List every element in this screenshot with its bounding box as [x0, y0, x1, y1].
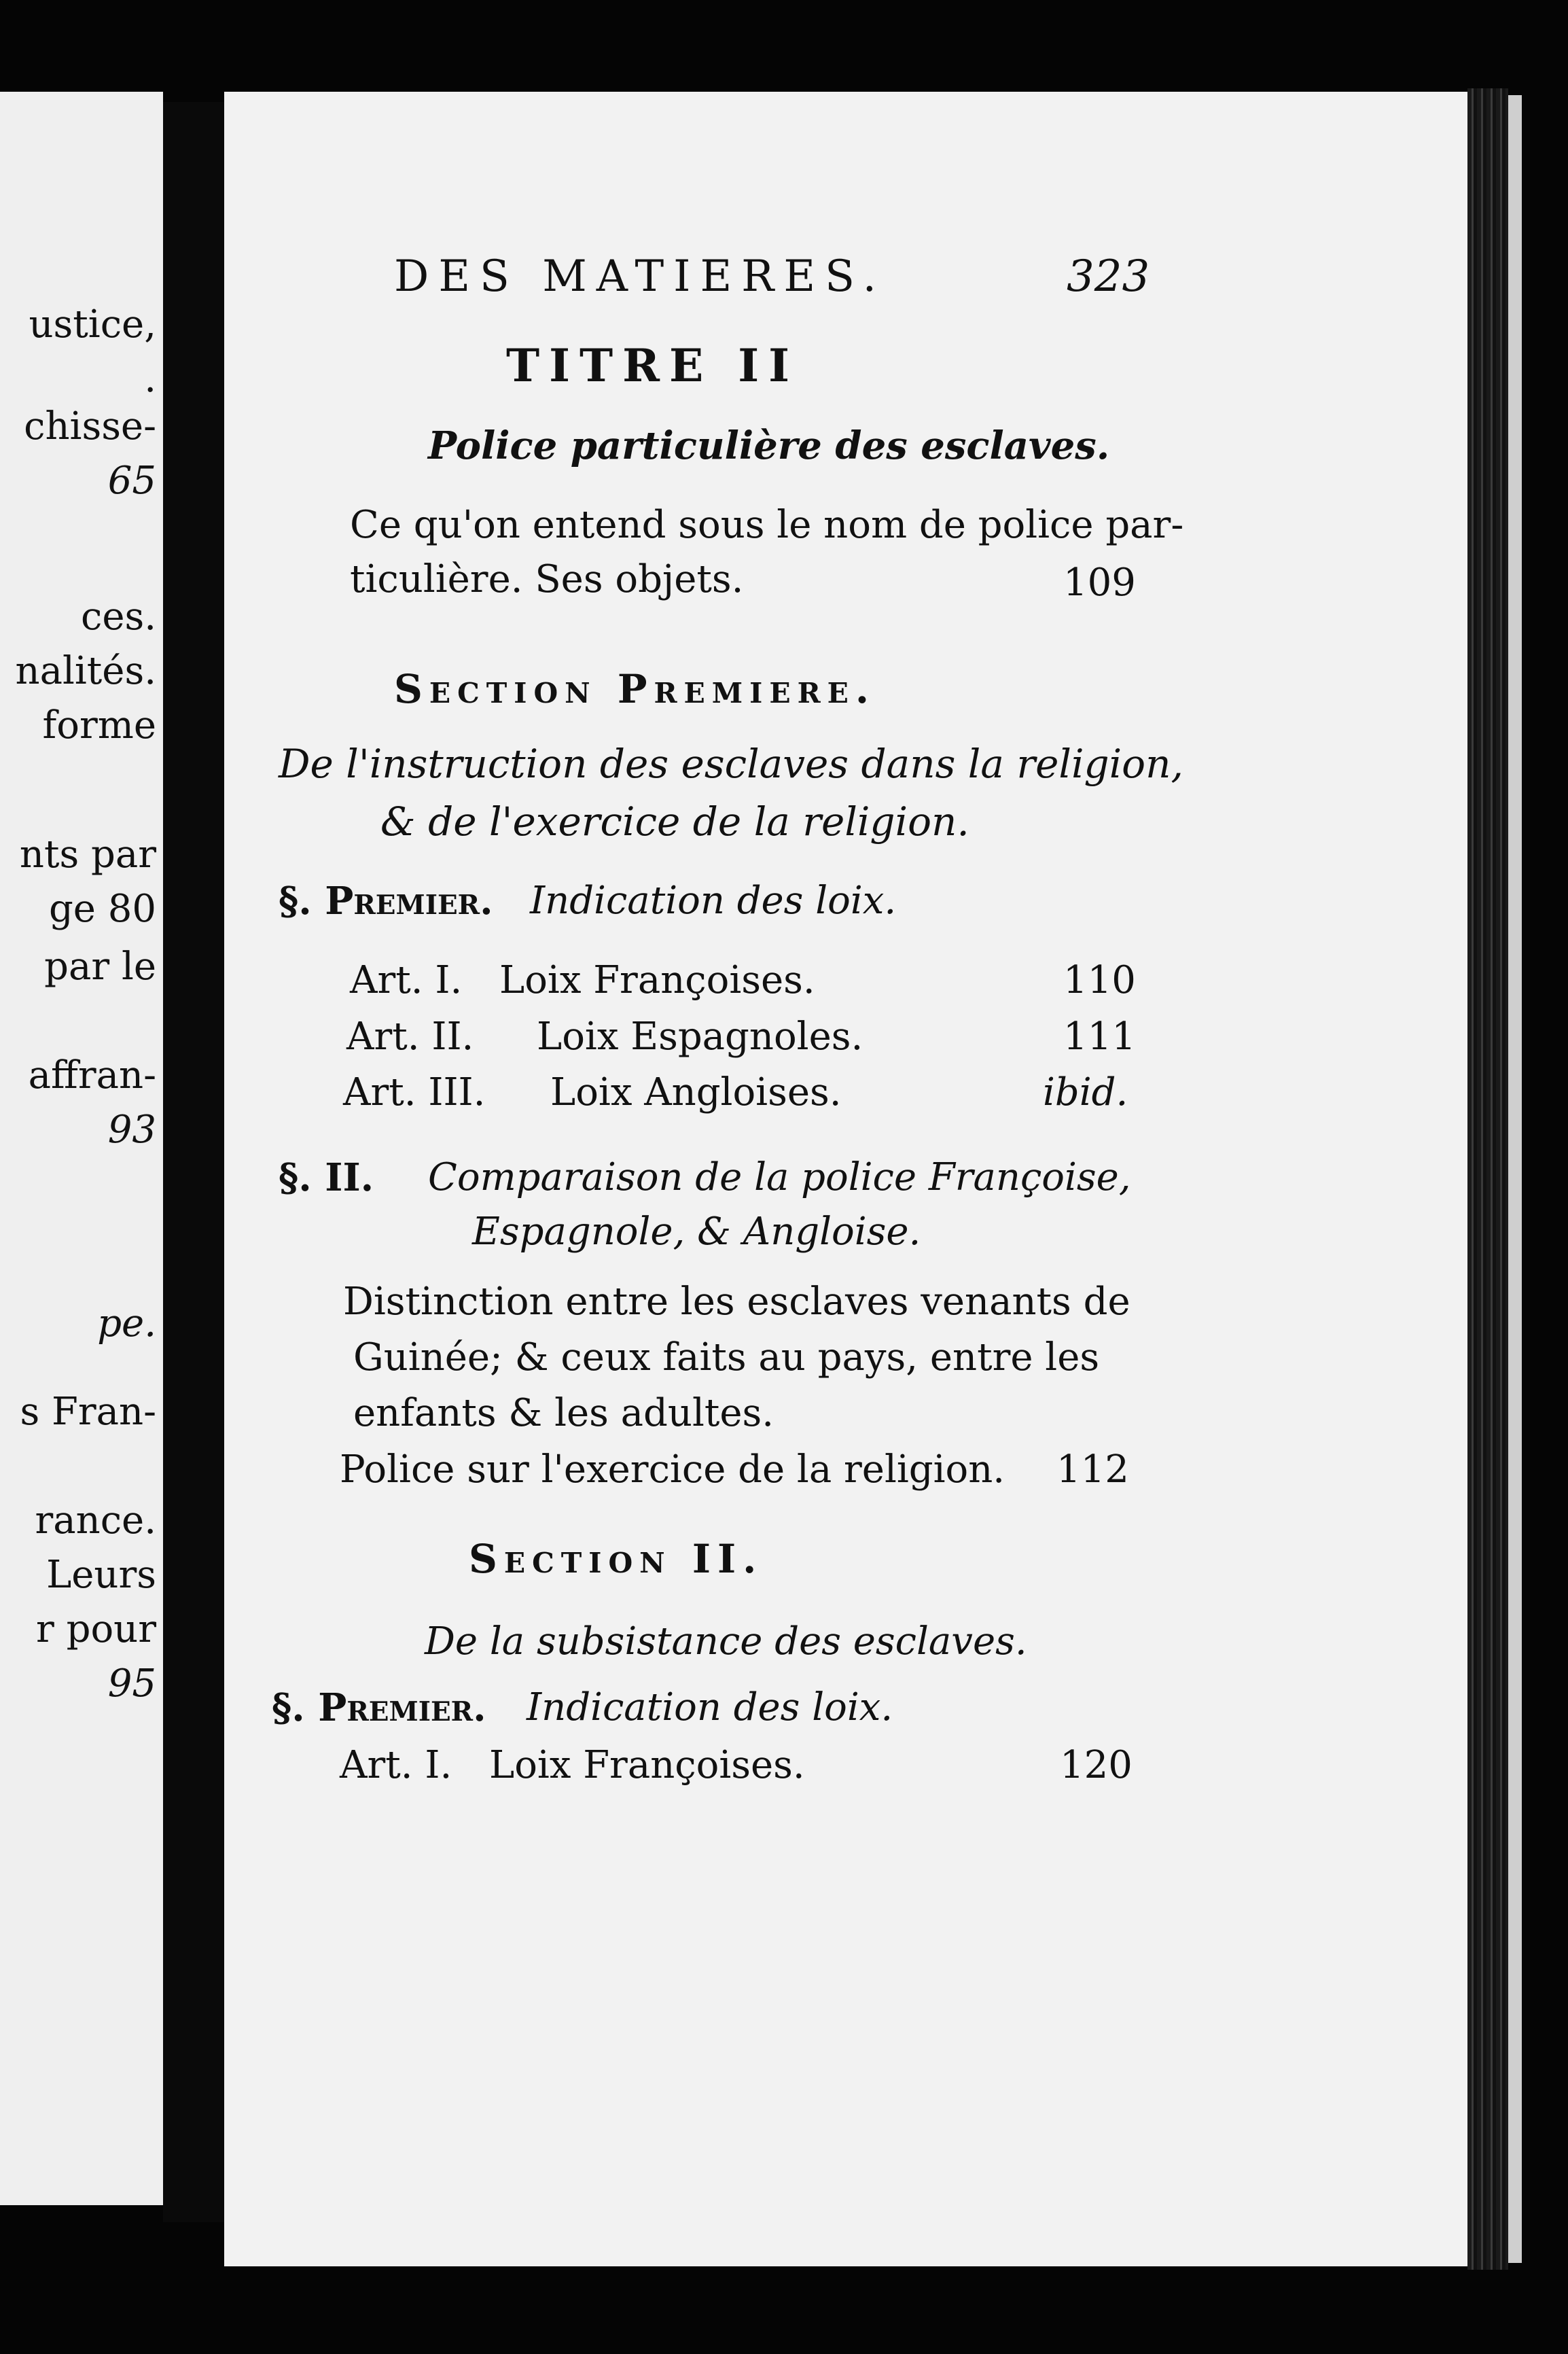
article-number: Art. III. — [343, 1070, 486, 1114]
article-number: Art. II. — [346, 1015, 474, 1059]
section-subtitle: De la subsistance des esclaves. — [425, 1619, 1027, 1664]
left-page-line: Leurs — [46, 1553, 156, 1597]
page-edge-highlight — [1508, 95, 1522, 2263]
paragraph-title-line: Comparaison de la police Françoise, — [428, 1155, 1131, 1199]
paragraph-label: §. II. — [279, 1155, 374, 1200]
left-page-line: affran- — [28, 1053, 156, 1097]
article-number: Art. I. — [340, 1743, 452, 1787]
left-page-line: 65 — [107, 459, 156, 503]
left-page-line: 95 — [107, 1662, 156, 1706]
left-page-line: rance. — [35, 1498, 156, 1543]
page-ref: 112 — [1056, 1447, 1129, 1492]
book-gutter — [163, 102, 224, 2222]
page-ref: 109 — [1063, 561, 1136, 605]
page-edges — [1467, 88, 1508, 2270]
paragraph-text-line: Guinée; & ceux faits au pays, entre les — [353, 1335, 1100, 1380]
section-heading: Section Premiere. — [394, 666, 876, 712]
titre-heading: TITRE II — [506, 339, 799, 392]
left-page-line: . — [144, 357, 156, 401]
titre-intro-line: Ce qu'on entend sous le nom de police par- — [350, 503, 1184, 547]
left-page-line: ces. — [80, 595, 156, 639]
page-ref: 110 — [1063, 958, 1136, 1002]
article-title: Loix Françoises. — [499, 958, 815, 1002]
page-ref: 120 — [1060, 1743, 1133, 1787]
article-title: Loix Angloises. — [550, 1070, 842, 1114]
left-page-line: chisse- — [24, 404, 156, 449]
page-ref: 111 — [1063, 1015, 1136, 1059]
page-number: 323 — [1067, 251, 1150, 302]
left-page-line: nts par — [19, 832, 156, 877]
paragraph-title: Indication des loix. — [530, 879, 897, 923]
left-page-line: ge 80 — [48, 887, 156, 931]
page-ref: ibid. — [1043, 1070, 1128, 1114]
left-page-line: ustice, — [29, 302, 156, 347]
paragraph-title: Indication des loix. — [527, 1685, 893, 1729]
left-page-line: r pour — [36, 1607, 156, 1651]
section-heading: Section II. — [469, 1536, 764, 1582]
paragraph-label: §. Premier. — [272, 1685, 486, 1730]
titre-subtitle: Police particulière des esclaves. — [428, 423, 1110, 468]
titre-intro-line: ticulière. Ses objets. — [350, 557, 744, 601]
section-subtitle-line: & de l'exercice de la religion. — [380, 798, 969, 845]
paragraph-text-line: enfants & les adultes. — [353, 1391, 774, 1435]
left-page-line: 93 — [107, 1108, 156, 1152]
paragraph-text-line: Police sur l'exercice de la religion. — [340, 1447, 1005, 1492]
left-page-line: forme — [42, 703, 156, 748]
article-title: Loix Françoises. — [489, 1743, 805, 1787]
running-title: DES MATIERES. — [394, 251, 886, 302]
article-title: Loix Espagnoles. — [537, 1015, 863, 1059]
left-page-line: par le — [44, 945, 156, 989]
paragraph-label: §. Premier. — [279, 879, 493, 924]
left-page-line: pe. — [97, 1301, 156, 1346]
left-page-line: s Fran- — [20, 1390, 156, 1434]
paragraph-text-line: Distinction entre les esclaves venants de — [343, 1280, 1130, 1324]
article-number: Art. I. — [350, 958, 463, 1002]
paragraph-title-line: Espagnole, & Angloise. — [472, 1210, 921, 1254]
section-subtitle-line: De l'instruction des esclaves dans la religion, — [279, 741, 1183, 787]
left-facing-page — [0, 92, 163, 2205]
left-page-line: nalités. — [15, 649, 156, 693]
